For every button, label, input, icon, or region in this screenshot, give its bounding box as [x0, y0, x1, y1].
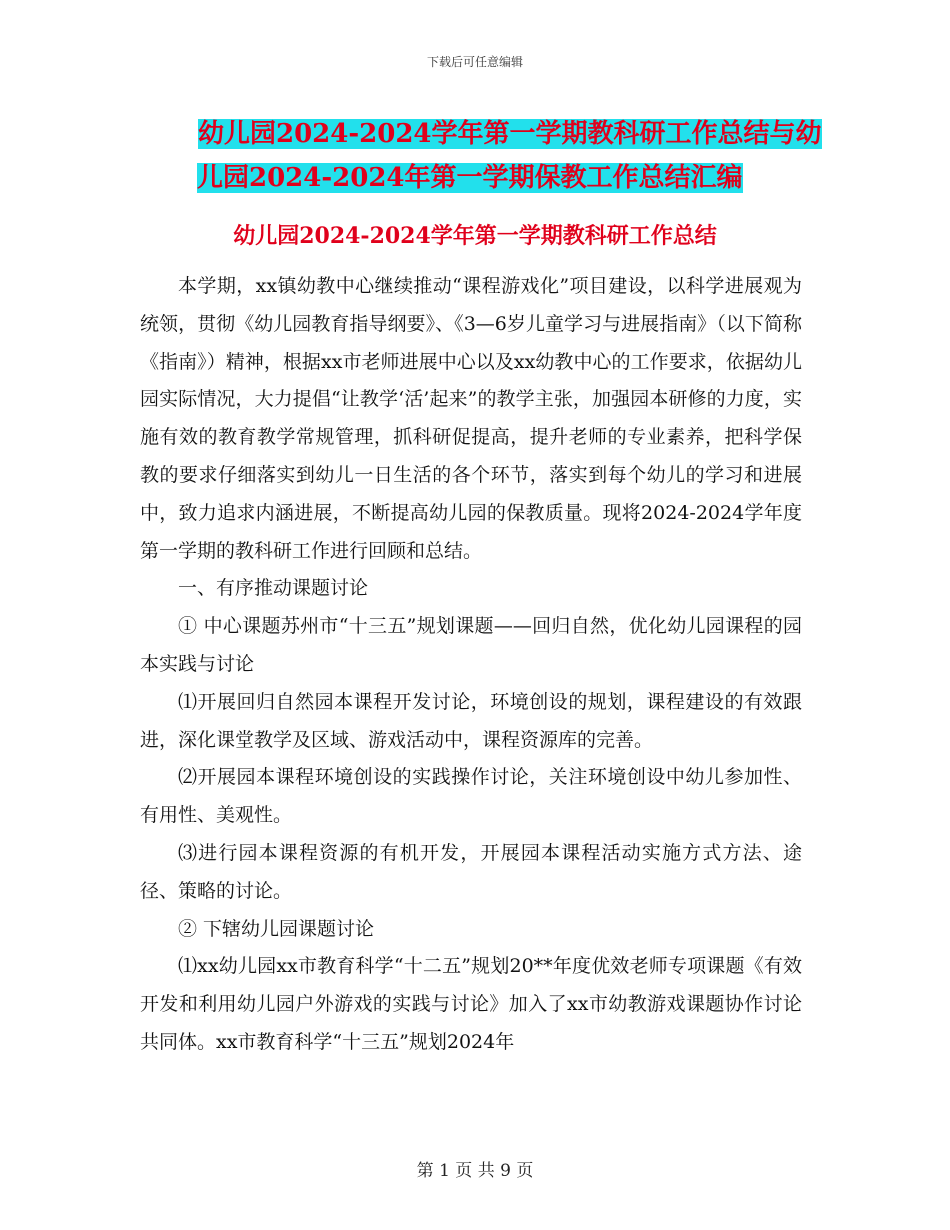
page-header-note: 下载后可任意编辑: [426, 55, 523, 69]
section-title: 幼儿园2024-2024学年第一学期教科研工作总结: [233, 223, 717, 249]
heading-section-1: 一、有序推动课题讨论: [178, 577, 369, 600]
paragraph-item-2: ② 下辖幼儿园课题讨论: [178, 917, 375, 940]
document-title: [197, 112, 822, 200]
document-title-line-1: [198, 112, 822, 156]
paragraph-item-1: ① 中心课题苏州市“十三五”规划课题——回归自然，优化幼儿园课程的园本实践与讨论: [140, 615, 802, 675]
document-title-line-2-text: 儿园2024-2024年第一学期保教工作总结汇编: [197, 163, 743, 193]
document-body: [140, 268, 802, 1062]
paragraph-subitem-2: ⑵开展园本课程环境创设的实践操作讨论，关注环境创设中幼儿参加性、有用性、美观性。: [140, 766, 802, 827]
paragraph-subitem-1: ⑴开展回归自然园本课程开发讨论，环境创设的规划，课程建设的有效跟进，深化课堂教学及区域、游戏活动中，课程资源库的完善。: [140, 690, 802, 751]
document-title-line-2: [197, 156, 808, 200]
document-title-line-1-text: 幼儿园2024-2024学年第一学期教科研工作总结与幼: [198, 119, 822, 149]
paragraph-subitem-3: ⑶进行园本课程资源的有机开发，开展园本课程活动实施方式方法、途径、策略的讨论。: [140, 841, 802, 902]
paragraph-intro: 本学期，xx镇幼教中心继续推动“课程游戏化”项目建设，以科学进展观为统领，贯彻《幼儿园教育指导纲要》、《3—6岁儿童学习与进展指南》（以下简称《指南》）精神，根据xx市老师进展中心以及xx幼教中心的工作要求，依据幼儿园实际情况，大力提倡“让教学‘活’起来”的教学主张，加强园本研修的力度，实施有效的教育教学常规管理，抓科研促提高，提升老师的专业素养，把科学保教的要求仔细落实到幼儿一日生活的各个环节，落实到每个幼儿的学习和进展中，致力追求内涵进展，不断提高幼儿园的保教质量。现将2024-2024学年度第一学期的教科研工作进行回顾和总结。: [140, 275, 802, 562]
page-footer-page-number: 第 1 页 共 9 页: [416, 1161, 534, 1181]
paragraph-subitem-4: ⑴xx幼儿园xx市教育科学“十二五”规划20**年度优效老师专项课题《有效开发和利用幼儿园户外游戏的实践与讨论》加入了xx市幼教游戏课题协作讨论共同体。xx市教育科学“十三五”规划2024年: [140, 955, 802, 1053]
